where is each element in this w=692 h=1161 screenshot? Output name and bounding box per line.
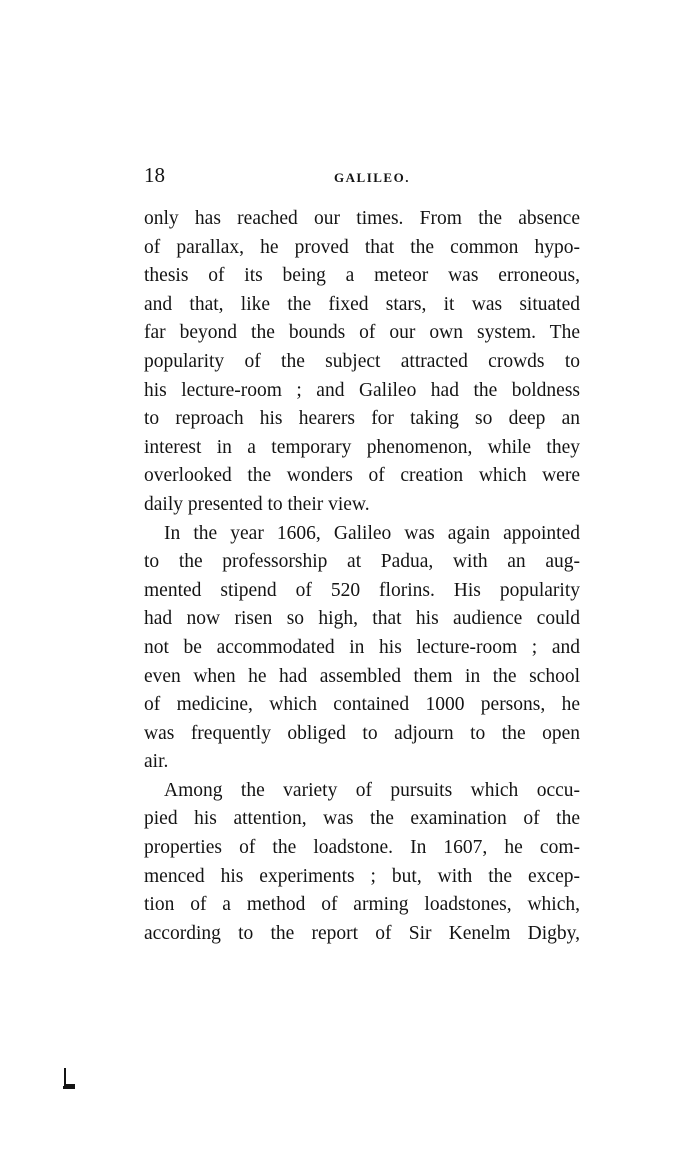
text-line: tion of a method of arming loadstones, which, xyxy=(144,894,580,916)
text-line: of medicine, which contained 1000 persons, he xyxy=(144,694,580,716)
text-line: properties of the loadstone. In 1607, he com- xyxy=(144,837,580,859)
body-text xyxy=(144,205,580,948)
text-line: pied his attention, was the examination of the xyxy=(144,808,580,830)
text-line: and that, like the fixed stars, it was situated xyxy=(144,293,580,315)
text-line: popularity of the subject attracted crowds to xyxy=(144,350,580,372)
text-line: interest in a temporary phenomenon, while they xyxy=(144,436,580,458)
text-line: even when he had assembled them in the school xyxy=(144,665,580,687)
text-line: had now risen so high, that his audience could xyxy=(144,608,580,630)
text-line: to reproach his hearers for taking so deep an xyxy=(144,408,580,430)
text-line: In the year 1606, Galileo was again appointed xyxy=(164,522,580,544)
text-line: mented stipend of 520 florins. His popularity xyxy=(144,579,580,601)
text-line: of parallax, he proved that the common hypo- xyxy=(144,236,580,258)
corner-mark-icon xyxy=(62,1068,76,1090)
text-line: thesis of its being a meteor was erroneous, xyxy=(144,265,580,287)
text-line: was frequently obliged to adjourn to the open xyxy=(144,722,580,744)
text-line: to the professorship at Padua, with an aug- xyxy=(144,551,580,573)
text-line: far beyond the bounds of our own system. The xyxy=(144,322,580,344)
running-head: GALILEO. xyxy=(334,170,410,185)
text-line: only has reached our times. From the absence xyxy=(144,208,580,229)
page-header xyxy=(144,160,580,190)
text-line: air. xyxy=(144,751,169,773)
text-line: menced his experiments ; but, with the excep- xyxy=(144,865,580,887)
page-number: 18 xyxy=(144,163,165,187)
text-line: not be accommodated in his lecture-room ; and xyxy=(144,636,580,658)
text-line: Among the variety of pursuits which occu- xyxy=(164,779,580,801)
text-line: daily presented to their view. xyxy=(144,493,370,515)
text-line: according to the report of Sir Kenelm Digby, xyxy=(144,922,580,944)
text-line: his lecture-room ; and Galileo had the boldness xyxy=(144,379,580,401)
text-line: overlooked the wonders of creation which were xyxy=(144,465,580,487)
